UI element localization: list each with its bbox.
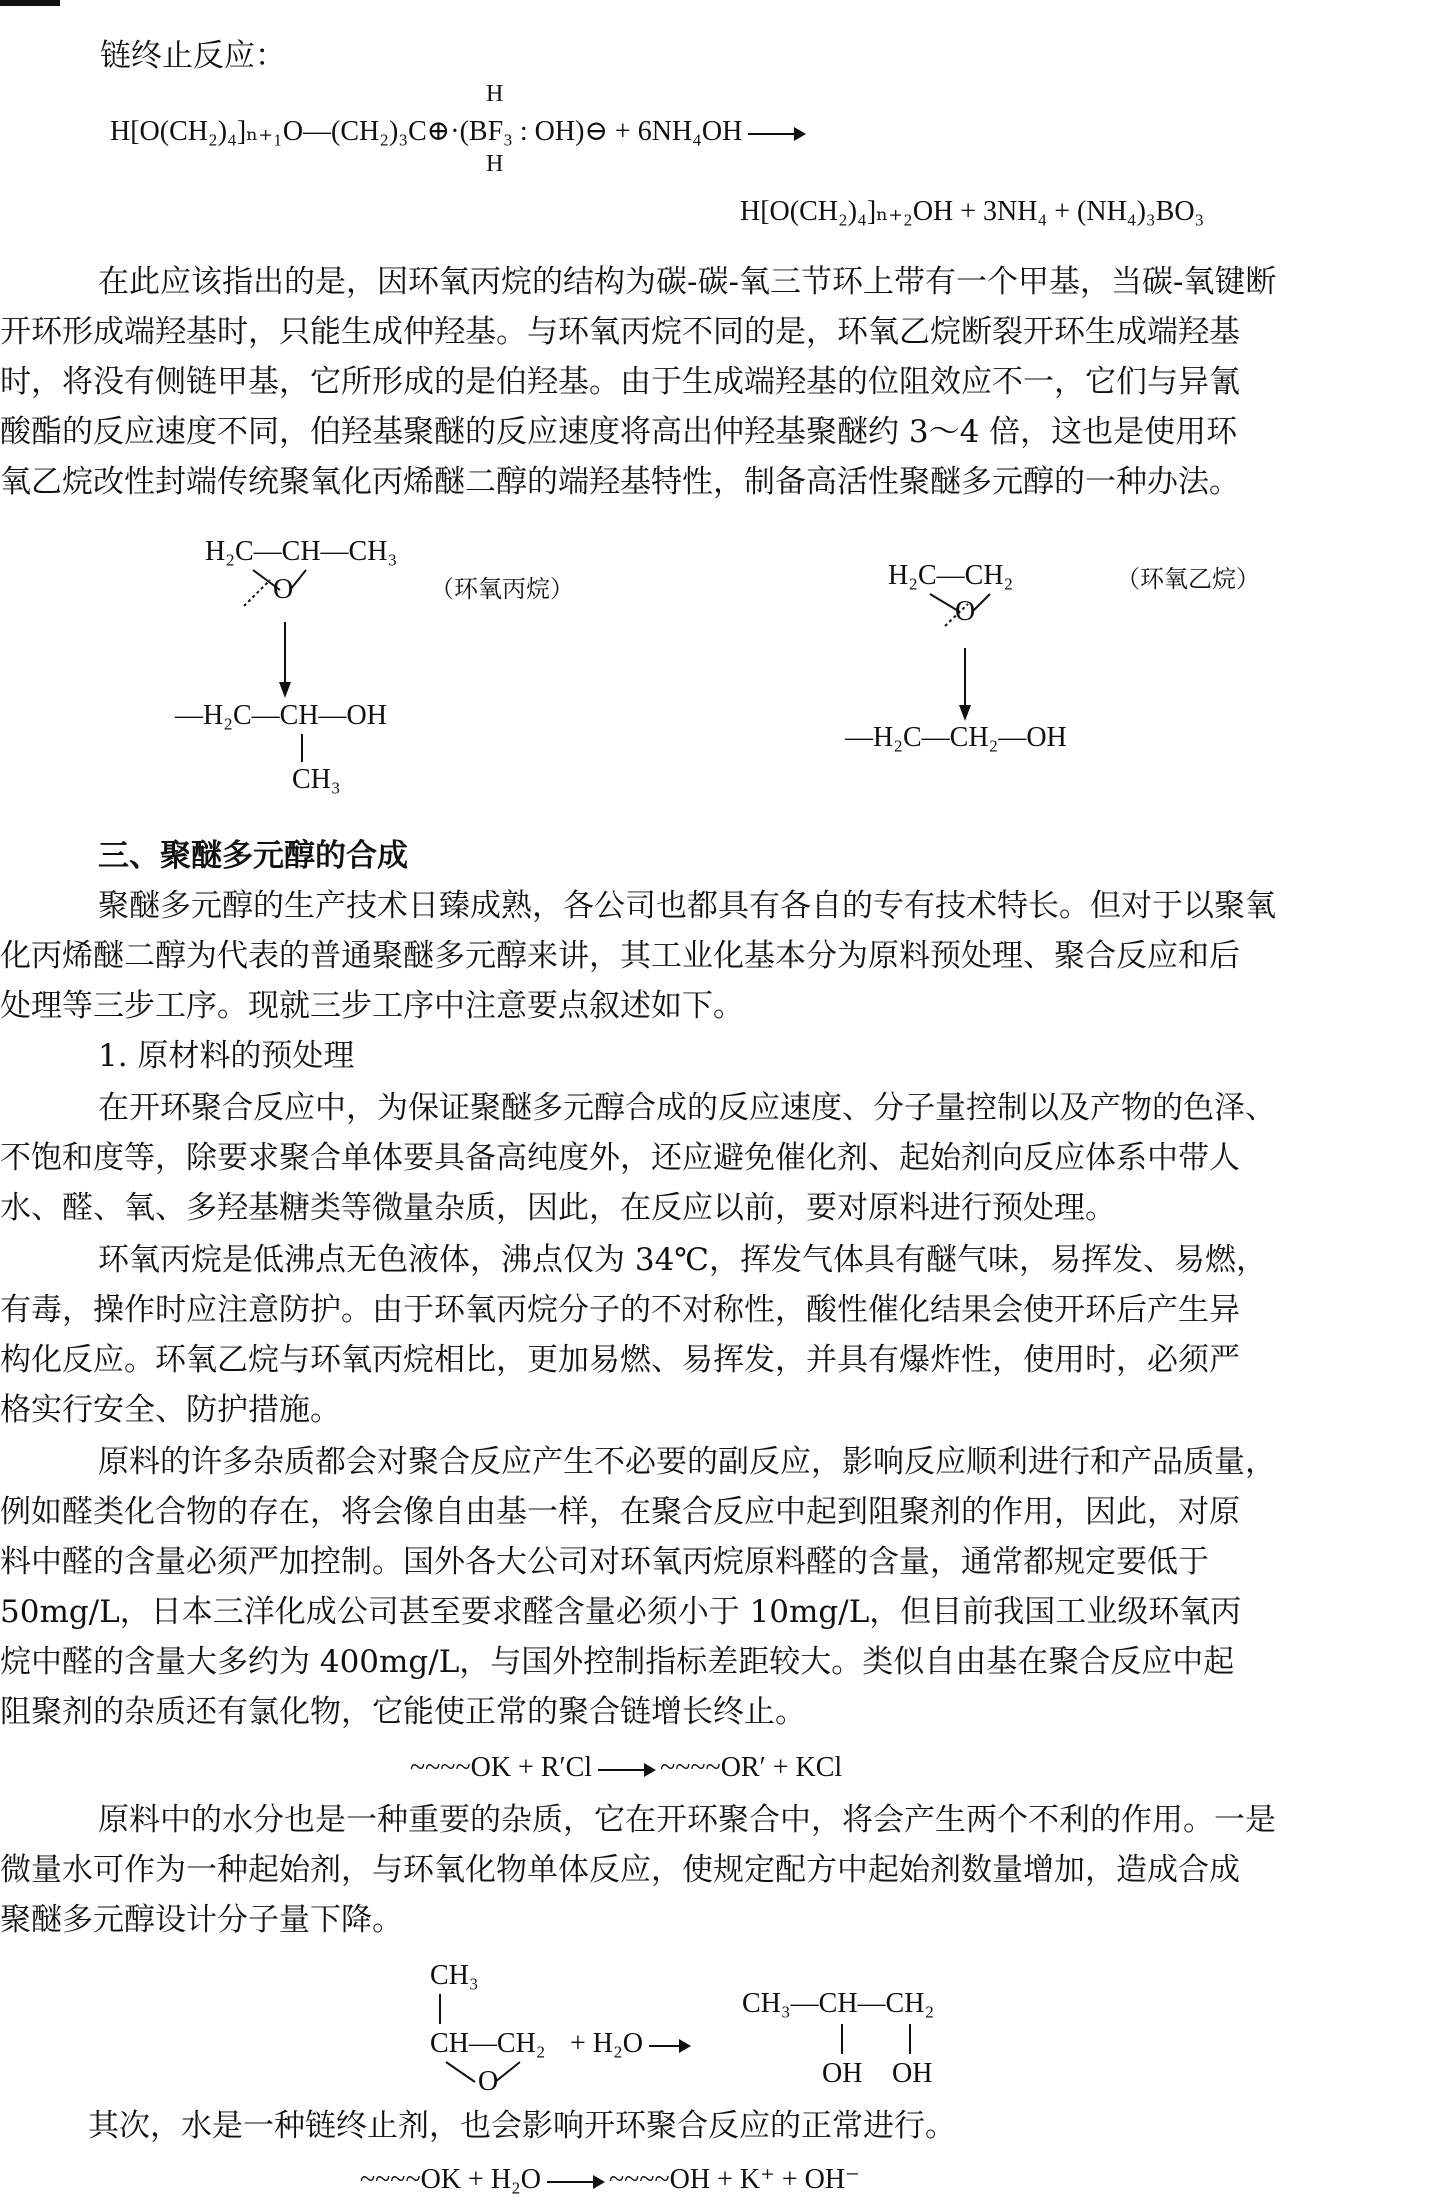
para1-line-5: 氧乙烷改性封端传统聚氧化丙烯醚二醇的端羟基特性，制备高活性聚醚多元醇的一种办法。 [0,464,1240,500]
propylene-oxide-product-methyl: CH₃ [292,764,341,795]
hydrolysis-ring-bond-right [495,2062,520,2082]
p3-line-2: 例如醛类化合物的存在，将会像自由基一样，在聚合反应中起到阻聚剂的作用，因此，对原 [0,1494,1240,1530]
kcl-equation: ~~~~OK + R′Cl ~~~~OR′ + KCl [410,1752,843,1783]
hydrolysis-product: CH₃—CH—CH₂ [742,1988,935,2019]
p2-line-1: 环氧丙烷是低沸点无色液体，沸点仅为 34℃，挥发气体具有醚气味，易挥发、易燃， [98,1242,1267,1278]
p1-line-1: 在开环聚合反应中，为保证聚醚多元醇合成的反应速度、分子量控制以及产物的色泽、 [98,1090,1276,1126]
propylene-oxide-name: （环氧丙烷） [430,577,574,603]
p2-line-2: 有毒，操作时应注意防护。由于环氧丙烷分子的不对称性，酸性催化结果会使开环后产生异 [0,1292,1240,1328]
p3-line-3: 料中醛的含量必须严加控制。国外各大公司对环氧丙烷原料醛的含量，通常都规定要低于 [0,1544,1209,1580]
ethylene-oxide-name: （环氧乙烷） [1116,567,1260,593]
para1-line-3: 时，将没有侧链甲基，它所形成的是伯羟基。由于生成端羟基的位阻效应不一，它们与异氰 [0,364,1240,400]
p3-line-4: 50mg/L，日本三洋化成公司甚至要求醛含量必须小于 10mg/L，但目前我国工业级环氧丙 [0,1594,1242,1630]
p1-line-3: 水、醛、氧、多羟基糖类等微量杂质，因此，在反应以前，要对原料进行预处理。 [0,1190,1116,1226]
ethylene-oxide-formula: H₂C—CH₂ [888,560,1014,591]
section3-intro-line-1: 聚醚多元醇的生产技术日臻成熟，各公司也都具有各自的专有技术特长。但对于以聚氧 [98,888,1276,924]
hydrolysis-ring-bond-left [446,2062,475,2082]
ethylene-ring-bond-right [972,594,990,612]
hydrolysis-methyl: CH₃ [430,1960,479,1991]
propylene-arrow-head [279,682,291,698]
hydrolysis-epoxide: CH—CH₂ [430,2028,546,2059]
propylene-oxide-formula: H₂C—CH—CH₃ [205,536,398,567]
propylene-oxide-ring-oxygen: O [273,574,294,605]
ethylene-oxide-product: —H₂C—CH₂—OH [845,722,1067,753]
p3-line-1: 原料的许多杂质都会对聚合反应产生不必要的副反应，影响反应顺利进行和产品质量， [98,1444,1276,1480]
propylene-ring-bond-right [290,570,306,590]
termination-heading: 链终止反应： [100,38,286,74]
p3-line-6: 阻聚剂的杂质还有氯化物，它能使正常的聚合链增长终止。 [0,1694,806,1730]
termination-h-bottom: H [486,151,504,177]
p4-line-1: 原料中的水分也是一种重要的杂质，它在开环聚合中，将会产生两个不利的作用。一是 [98,1802,1276,1838]
termination-equation-lhs: H[O(CH₂)₄]ₙ₊₁O—(CH₂)₃C⊕·(BF₃ : OH)⊖ + 6NH₄OH [110,116,810,148]
p3-line-5: 烷中醛的含量大多约为 400mg/L，与国外控制指标差距较大。类似自由基在聚合反应中起 [0,1644,1235,1680]
hydrolysis-oh-2: OH [892,2058,933,2089]
section3-intro-line-2: 化丙烯醚二醇为代表的普通聚醚多元醇来讲，其工业化基本分为原料预处理、聚合反应和后 [0,938,1240,974]
p2-line-4: 格实行安全、防护措施。 [0,1392,341,1428]
propylene-oxide-product: —H₂C—CH—OH [175,700,387,731]
p4-line-2: 微量水可作为一种起始剂，与环氧化物单体反应，使规定配方中起始剂数量增加，造成合成 [0,1852,1240,1888]
hydrolysis-water: + H₂O [570,2028,695,2060]
ethylene-arrow-head [959,705,971,721]
p4-line-3: 聚醚多元醇设计分子量下降。 [0,1902,403,1938]
hydrolysis-ring-oxygen: O [478,2066,499,2097]
para1-line-1: 在此应该指出的是，因环氧丙烷的结构为碳-碳-氧三节环上带有一个甲基，当碳-氧键断 [98,264,1277,300]
termination-equation-rhs: H[O(CH₂)₄]ₙ₊₂OH + 3NH₄ + (NH₄)₃BO₃ [740,196,1205,227]
water-termination-equation: ~~~~OK + H₂O ~~~~OH + K⁺ + OH⁻ [360,2164,860,2195]
ethylene-oxide-ring-oxygen: O [955,596,976,627]
section-3-heading: 三、聚醚多元醇的合成 [98,838,408,874]
ethylene-ring-bond-left [930,594,960,612]
hydrolysis-oh-1: OH [822,2058,863,2089]
para1-line-4: 酸酯的反应速度不同，伯羟基聚醚的反应速度将高出仲羟基聚醚约 3～4 倍，这也是使用环 [0,414,1238,450]
propylene-ring-bond-left [253,570,280,590]
ethylene-cleavage-mark [945,604,968,626]
subsection-1-heading: 1. 原材料的预处理 [98,1038,355,1074]
propylene-cleavage-mark [244,580,270,606]
section3-intro-line-3: 处理等三步工序。现就三步工序中注意要点叙述如下。 [0,988,744,1024]
para1-line-2: 开环形成端羟基时，只能生成仲羟基。与环氧丙烷不同的是，环氧乙烷断裂开环生成端羟基 [0,314,1240,350]
p2-line-3: 构化反应。环氧乙烷与环氧丙烷相比，更加易燃、易挥发，并具有爆炸性，使用时，必须严 [0,1342,1240,1378]
p1-line-2: 不饱和度等，除要求聚合单体要具备高纯度外，还应避免催化剂、起始剂向反应体系中带人 [0,1140,1240,1176]
termination-h-top: H [486,81,504,107]
p5-line: 其次，水是一种链终止剂，也会影响开环聚合反应的正常进行。 [88,2108,956,2144]
